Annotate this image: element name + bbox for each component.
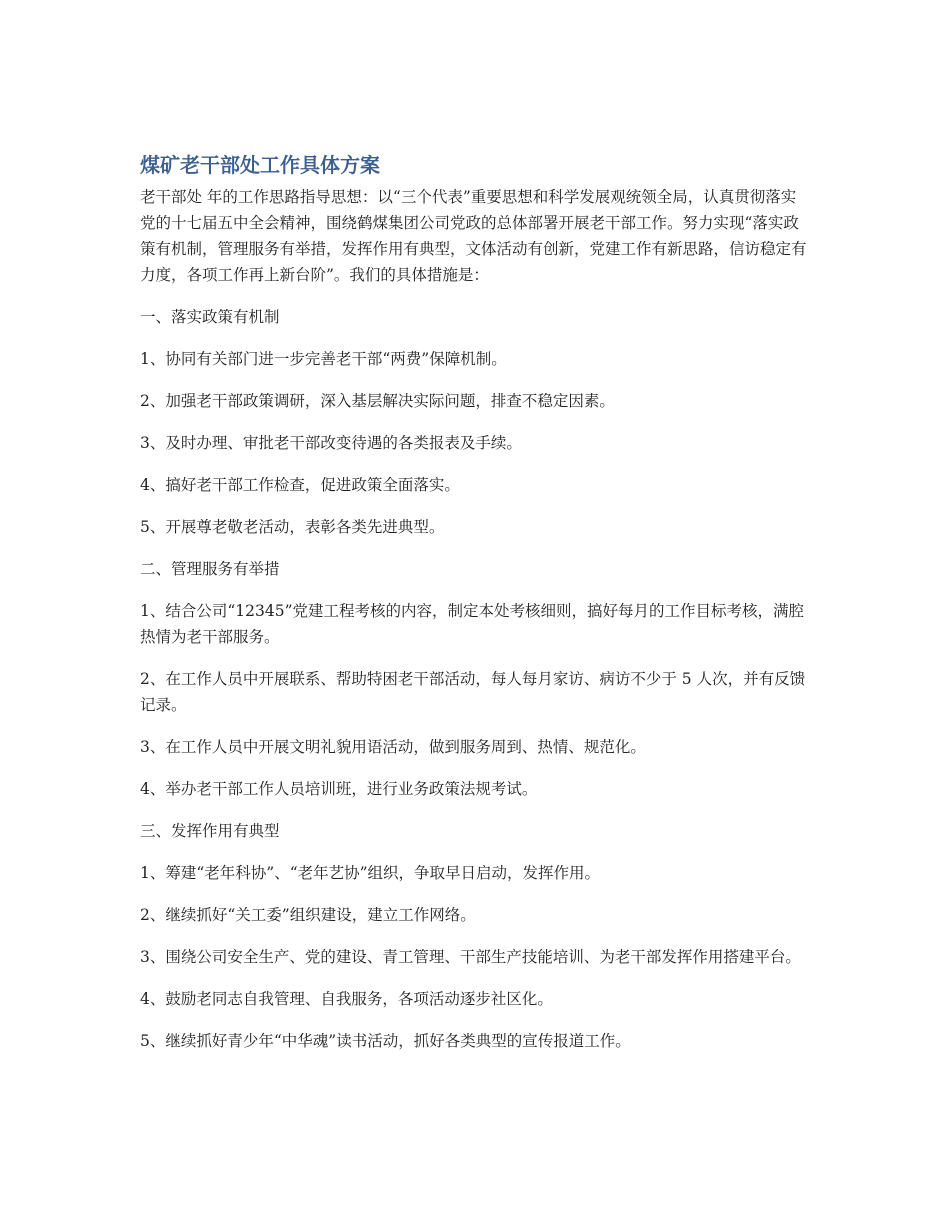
list-item: 2、在工作人员中开展联系、帮助特困老干部活动，每人每月家访、病访不少于 5 人次，并有反馈记录。 [140, 670, 806, 714]
intro-paragraph: 老干部处 年的工作思路指导思想：以“三个代表”重要思想和科学发展观统领全局，认真贯彻落实党的十七届五中全会精神，围绕鹤煤集团公司党政的总体部署开展老干部工作。努力实现“落实政策有机制，管理服务有举措，发挥作用有典型，文体活动有创新，党建工作有新思路，信访稳定有力度，各项工作再上新台阶”。我们的具体措施是： [140, 188, 807, 284]
list-item: 2、加强老干部政策调研，深入基层解决实际问题，排查不稳定因素。 [140, 392, 615, 410]
list-item: 1、结合公司“12345”党建工程考核的内容，制定本处考核细则，搞好每月的工作目标考核，满腔热情为老干部服务。 [140, 602, 805, 646]
document-body [140, 146, 810, 1070]
list-item: 3、及时办理、审批老干部改变待遇的各类报表及手续。 [140, 434, 522, 452]
section-heading: 三、发挥作用有典型 [140, 822, 280, 840]
list-item: 4、搞好老干部工作检查，促进政策全面落实。 [140, 476, 460, 494]
list-item: 5、开展尊老敬老活动，表彰各类先进典型。 [140, 518, 445, 536]
list-item: 3、在工作人员中开展文明礼貌用语活动，做到服务周到、热情、规范化。 [140, 738, 646, 756]
list-item: 5、继续抓好青少年“中华魂”读书活动，抓好各类典型的宣传报道工作。 [140, 1032, 631, 1050]
document-title: 煤矿老干部处工作具体方案 [140, 153, 380, 177]
list-item: 2、继续抓好“关工委”组织建设，建立工作网络。 [140, 906, 476, 924]
section-heading: 二、管理服务有举措 [140, 560, 280, 578]
section-heading: 一、落实政策有机制 [140, 308, 280, 326]
list-item: 1、筹建“老年科协”、“老年艺协”组织，争取早日启动，发挥作用。 [140, 864, 601, 882]
list-item: 4、鼓励老同志自我管理、自我服务，各项活动逐步社区化。 [140, 990, 553, 1008]
list-item: 3、围绕公司安全生产、党的建设、青工管理、干部生产技能培训、为老干部发挥作用搭建平台。 [140, 948, 801, 966]
list-item: 1、协同有关部门进一步完善老干部“两费”保障机制。 [140, 350, 507, 368]
list-item: 4、举办老干部工作人员培训班，进行业务政策法规考试。 [140, 780, 538, 798]
